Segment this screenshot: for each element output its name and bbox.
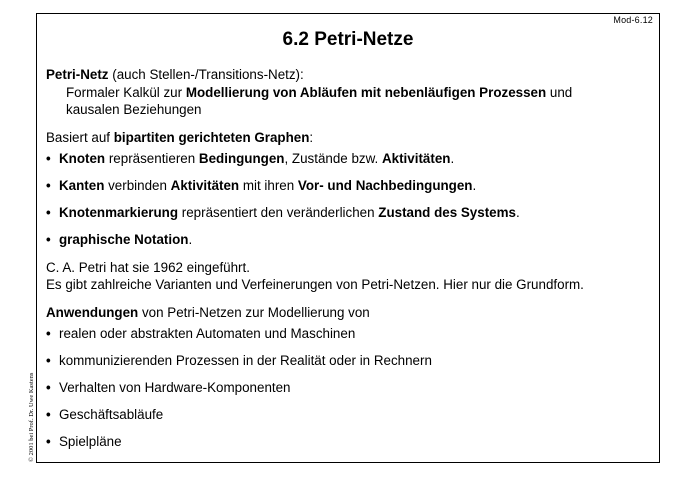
applications-heading-rest: von Petri-Netzen zur Modellierung von [138,304,370,320]
bullet-span: repräsentieren [105,151,199,166]
definition-text-1 [46,84,650,102]
basis-bold: bipartiten gerichteten Graphen [113,129,310,145]
history-line-1: C. A. Petri hat sie 1962 eingeführt. [46,259,250,275]
definition-aka: (auch Stellen-/Transitions-Netz): [108,67,304,82]
bullet-bold: Knotenmarkierung [59,205,179,220]
bullet-text [59,204,520,222]
bullet-item [46,231,650,249]
basis-pre: Basiert auf [46,129,114,145]
application-text: realen oder abstrakten Automaten und Maschinen [59,326,356,341]
bullet-span: . [188,232,193,247]
application-text: Geschäftsabläufe [59,407,164,422]
bullet-item [46,177,650,195]
application-text: Spielpläne [59,434,122,449]
bullet-span: . [515,205,520,220]
page-title: 6.2 Petri-Netze [282,29,414,50]
bullet-bold: Knoten [59,151,106,166]
bullet-item [46,150,650,168]
bullet-bold: Zustand des Systems [378,205,516,220]
bullet-bold: Vor- und Nachbedingungen [297,178,473,193]
basis-line [46,129,650,147]
application-item [46,433,650,451]
bullet-dot: • [46,407,51,422]
bullet-dot: • [46,205,51,220]
definition-text-2: kausalen Beziehungen [66,102,202,117]
applications-heading [46,304,650,322]
bullet-text [59,177,476,195]
definition-text-1-bold: Modellierung von Abläufen mit nebenläufigen Prozessen [185,84,547,100]
basis-post: : [309,129,314,145]
bullet-span: , Zustände bzw. [284,151,382,166]
bullet-bold: Bedingungen [198,151,285,166]
copyright-note: © 2001 bei Prof. Dr. Uwe Kastens [28,372,35,462]
bullet-bold: Aktivitäten [170,178,240,193]
slide-content [46,66,650,451]
bullet-text [59,150,454,168]
application-text: Verhalten von Hardware-Komponenten [59,380,291,395]
slide-id: Mod-6.12 [613,15,653,25]
application-item [46,325,650,343]
bullet-item [46,204,650,222]
bullet-span: repräsentiert den veränderlichen [178,205,379,220]
history-line-2: Es gibt zahlreiche Varianten und Verfeinerungen von Petri-Netzen. Hier nur die Grundform. [46,277,584,292]
bullet-bold: Aktivitäten [381,151,451,166]
bullet-bold: Kanten [59,178,105,193]
bullet-span: verbinden [104,178,171,193]
bullet-dot: • [46,178,51,193]
bullet-dot: • [46,232,51,247]
bullet-text [59,231,192,249]
application-text: kommunizierenden Prozessen in der Realität oder in Rechnern [59,353,432,368]
definition-line [46,66,650,84]
definition-text-1-pre: Formaler Kalkül zur [66,84,186,100]
bullet-dot: • [46,380,51,395]
bullet-dot: • [46,434,51,449]
bullet-span: mit ihren [239,178,298,193]
bullet-span: . [472,178,477,193]
bullet-dot: • [46,353,51,368]
bullet-span: . [450,151,455,166]
application-item [46,406,650,424]
application-item [46,352,650,370]
bullet-dot: • [46,326,51,341]
bullet-dot: • [46,151,51,166]
definition-term: Petri-Netz [46,67,109,82]
applications-heading-bold: Anwendungen [46,304,139,320]
bullet-bold: graphische Notation [59,232,189,247]
definition-text-1-post: und [546,84,573,100]
application-item [46,379,650,397]
